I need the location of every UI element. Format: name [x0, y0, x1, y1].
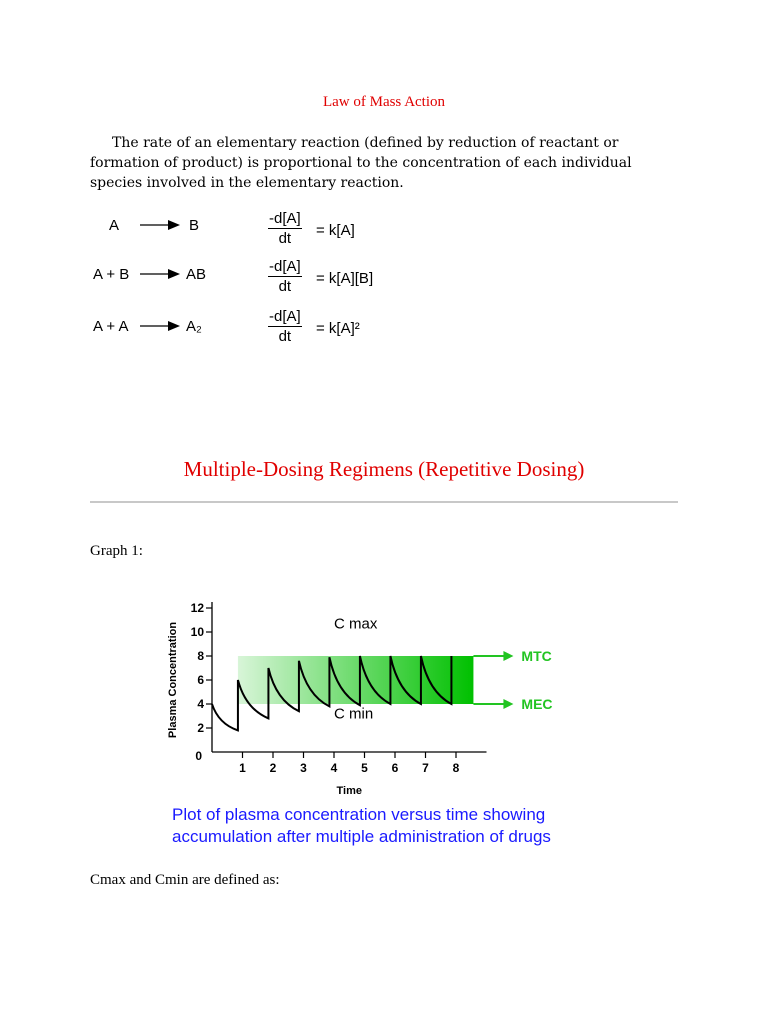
reaction-2-numerator: -d[A] — [269, 258, 301, 275]
x-tick-label: 2 — [269, 761, 277, 775]
y-tick-label: 12 — [190, 601, 204, 615]
y-tick-label: 10 — [190, 625, 204, 639]
origin-label: 0 — [195, 749, 202, 763]
y-tick-label: 8 — [197, 649, 204, 663]
section-title: Multiple-Dosing Regimens (Repetitive Dosing) — [183, 457, 585, 481]
reaction-2-right: AB — [186, 266, 207, 283]
reaction-3-left: A + A — [93, 318, 129, 335]
reaction-3-fraction — [268, 308, 302, 345]
x-axis-label: Time — [336, 785, 362, 797]
reaction-2-denominator: dt — [278, 278, 292, 295]
section-divider — [90, 501, 678, 503]
reaction-3-right: A₂ — [186, 318, 202, 335]
graph-label: Graph 1: — [90, 543, 143, 559]
reaction-3-denominator: dt — [278, 328, 292, 345]
reaction-1-arrow-icon — [140, 218, 180, 232]
reaction-3-arrow-icon — [140, 319, 180, 333]
y-axis-label: Plasma Concentration — [167, 621, 179, 739]
mec-arrow-icon — [503, 699, 513, 709]
mtc-arrow-icon — [503, 651, 513, 661]
reaction-1-numerator: -d[A] — [269, 210, 301, 227]
reaction-2-fraction — [268, 258, 302, 295]
y-tick-label: 4 — [197, 697, 204, 711]
reaction-3-rate: = k[A]² — [316, 320, 360, 337]
x-tick-label: 8 — [452, 761, 460, 775]
reaction-1-left: A — [109, 217, 120, 234]
law-title: Law of Mass Action — [322, 94, 446, 110]
reaction-1-fraction — [268, 210, 302, 247]
x-tick-label: 3 — [300, 761, 307, 775]
reaction-2-left: A + B — [93, 266, 130, 283]
reaction-1-rate: = k[A] — [316, 222, 355, 239]
reaction-2-arrow-icon — [140, 267, 180, 281]
chart-caption: Plot of plasma concentration versus time showing accumulation after multiple administration of drugs — [172, 805, 551, 846]
cmax-label: C max — [334, 615, 378, 633]
x-tick-label: 6 — [391, 761, 399, 775]
y-tick-label: 6 — [197, 673, 204, 687]
mtc-label: MTC — [521, 648, 552, 664]
x-tick-label: 7 — [422, 761, 429, 775]
mec-label: MEC — [521, 696, 553, 712]
y-tick-label: 2 — [197, 721, 204, 735]
cmax-definition: Cmax and Cmin are defined as: — [90, 872, 280, 888]
cmin-label: C min — [334, 705, 374, 723]
x-tick-label: 1 — [239, 761, 246, 775]
reaction-2-rate: = k[A][B] — [316, 270, 374, 287]
reaction-3-numerator: -d[A] — [269, 308, 301, 325]
dosing-chart — [160, 572, 600, 802]
law-body: The rate of an elementary reaction (defined by reduction of reactant or formation of product) is proportional to the concentration of each individual species involved in the elementary reaction. — [90, 135, 632, 191]
x-tick-label: 5 — [361, 761, 368, 775]
reaction-1-denominator: dt — [278, 230, 292, 247]
reaction-1-right: B — [189, 217, 200, 234]
therapeutic-band — [238, 656, 473, 704]
law-paragraph — [90, 133, 650, 193]
x-tick-label: 4 — [330, 761, 338, 775]
